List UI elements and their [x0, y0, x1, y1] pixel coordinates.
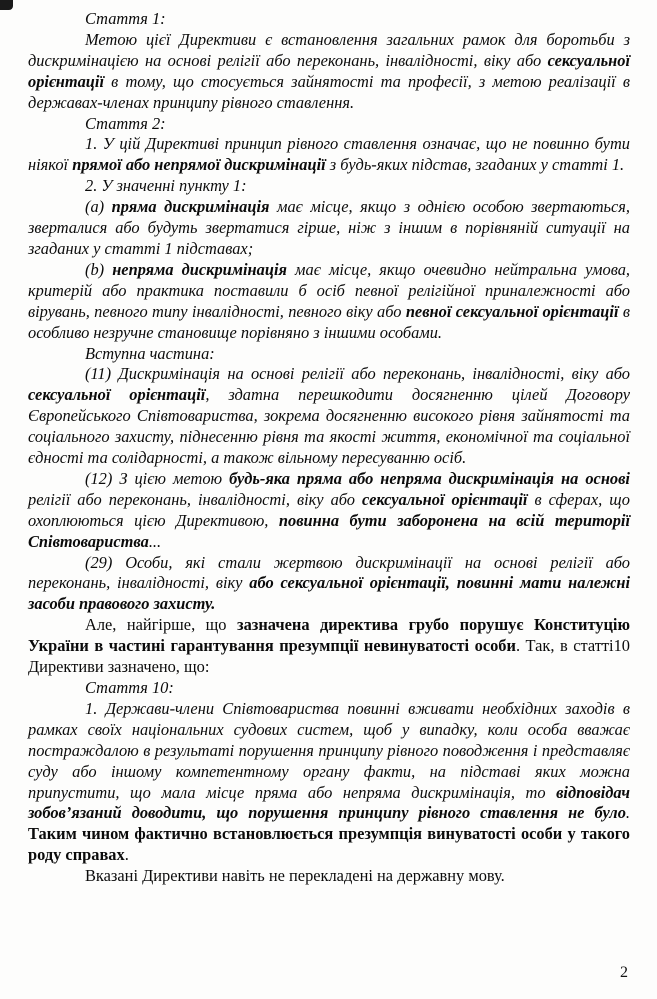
scan-corner-artifact [0, 0, 13, 10]
paragraph [28, 260, 630, 344]
text-run: сексуальної орієнтації [28, 50, 630, 91]
text-run: 1. Держави-члени Співтовариства повинні вживати необхідних заходів в рамках своїх національних судових систем, щоб у випадку, коли особа вважає постраждалою в результаті порушення принципу рівного поводження і представляє суду або іншому компетентному органу факти, на підставі яких можна припустити, що мала місце пряма або непряма дискримінація, то [28, 698, 630, 802]
paragraph [28, 30, 630, 114]
paragraph [28, 469, 630, 553]
paragraph [28, 699, 630, 866]
text-run: релігії або переконань, інвалідності, віку або [28, 489, 363, 509]
text-run: (12) З цією метою [85, 468, 230, 488]
text-run: в тому, що стосується зайнятості та професії, з метою реалізації в державах-членах принципу рівного ставлення. [28, 71, 630, 112]
text-run: Метою цієї Директиви є встановлення загальних рамок для боротьби з дискримінацією на основі релігії або переконань, інвалідності, віку або [28, 29, 630, 70]
text-run: Стаття 2: [85, 113, 166, 133]
text-run: в особливо незручне становище порівняно з іншими особами. [28, 301, 630, 342]
text-run: (29) Особи, які стали жертвою дискримінації на основі релігії або переконань, інвалідності, віку [28, 552, 630, 593]
text-run: сексуальної орієнтації [362, 489, 528, 509]
text-run: 2. У значенні пункту 1: [85, 176, 247, 196]
text-run: має місце, якщо очевидно нейтральна умова, критерій або практика поставили б осіб певної релігійної приналежності або вірувань, певного типу інвалідності, певного віку або [28, 259, 630, 321]
text-run: (11) Дискримінація на основі релігії або переконань, інвалідності, віку або [85, 364, 630, 384]
text-run: повинна бути заборонена на всій території Співтовариства [28, 510, 630, 551]
paragraph [28, 364, 630, 469]
text-run: . Так, в статті10 Директиви зазначено, що: [28, 636, 631, 677]
text-run: з будь-яких підстав, згаданих у статті 1. [325, 155, 625, 175]
text-run: Вказані Директиви навіть не перекладені на державну мову. [85, 866, 505, 886]
text-run: (b) [85, 259, 113, 279]
paragraph [28, 866, 630, 887]
text-run: 1. У цій Директиві принцип рівного ставлення означає, що не повинно бути ніякої [28, 134, 630, 175]
text-run: ... [148, 531, 162, 551]
text-run: , здатна перешкодити досягненню цілей Договору Європейського Співтовариства, зокрема досягненню високого рівня зайнятості та соціального захисту, піднесенню рівня та якості життя, економічної та соціальної єдності та солідарності, а також вільному пересуванню осіб. [28, 385, 630, 468]
text-run: . [625, 803, 630, 823]
paragraph [28, 553, 630, 616]
text-run: Але, найгірше, що [85, 615, 237, 635]
text-run: має місце, якщо з однією особою звертаються, зверталися або будуть звертатися гірше, ніж з іншим в порівняній ситуації на згаданих у статті 1 підставах; [28, 197, 630, 258]
paragraph [28, 197, 630, 260]
paragraph [28, 615, 630, 678]
document-body [28, 9, 630, 887]
text-run: . [124, 845, 129, 865]
paragraph [28, 134, 630, 176]
text-run: Стаття 1: [85, 9, 166, 28]
text-run: Вступна частина: [85, 343, 215, 363]
paragraph [28, 344, 630, 365]
paragraph [28, 176, 630, 197]
text-run: певної сексуальної орієнтації [405, 301, 619, 321]
page-number: 2 [620, 964, 628, 982]
paragraph [28, 114, 630, 135]
paragraph [28, 678, 630, 699]
text-run: або сексуальної орієнтації, повинні мати належні засоби правового захисту. [28, 573, 630, 614]
paragraph [28, 9, 630, 30]
text-run: зазначена директива грубо порушує Конституцію України в частині гарантування презумпції невинуватості особи [28, 615, 630, 656]
text-run: непряма дискримінація [112, 259, 287, 279]
text-run: Таким чином фактично встановлюється презумпція винуватості особи у такого роду справах [28, 824, 630, 865]
text-run: прямої або непрямої дискримінації [72, 155, 326, 175]
text-run: будь-яка пряма або непряма дискримінація на основі [229, 468, 630, 488]
text-run: пряма дискримінація [111, 197, 270, 217]
text-run: в сферах, що охоплюються цією Директивою, [28, 489, 631, 530]
text-run: (a) [85, 197, 112, 217]
text-run: Стаття 10: [85, 678, 174, 697]
text-run: сексуальної орієнтації [28, 385, 206, 405]
text-run: відповідач зобов’язаний доводити, що порушення принципу рівного ставлення не було [28, 782, 630, 823]
